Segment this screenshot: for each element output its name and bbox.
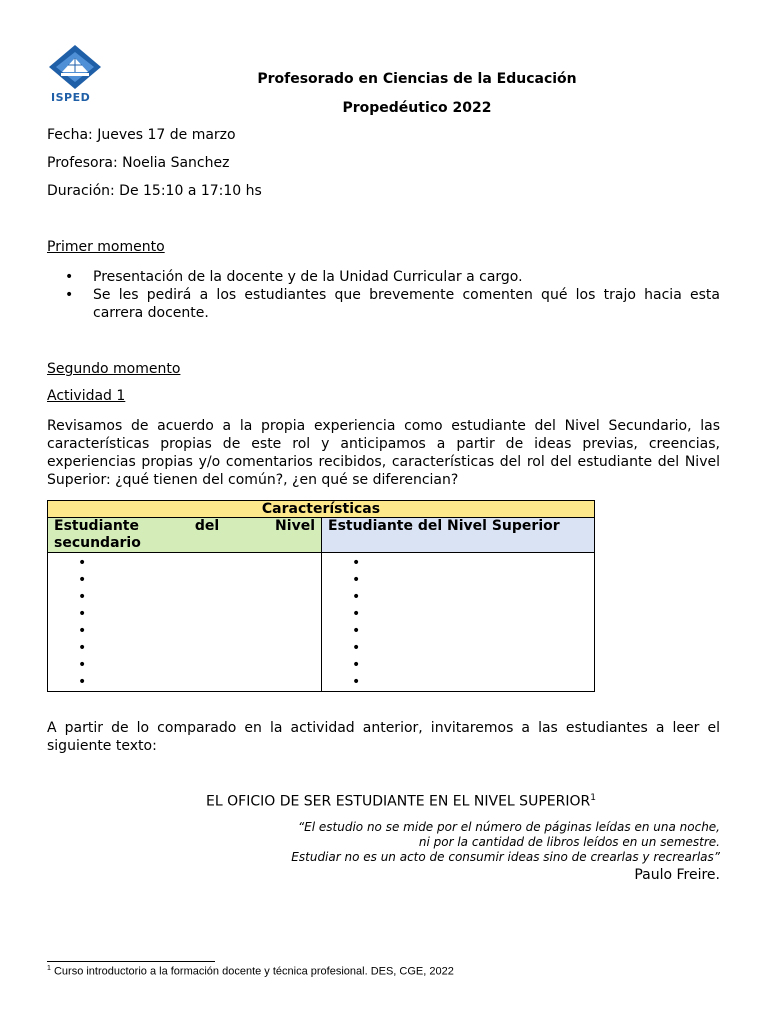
footnote-text: Curso introductorio a la formación docente y técnica profesional. DES, CGE, 2022 bbox=[53, 965, 454, 978]
list-item: • bbox=[78, 589, 87, 605]
list-item: • bbox=[78, 572, 87, 588]
column-header-secundario-line1: Estudiante del Nivel bbox=[54, 518, 315, 534]
column-header-secundario-line2: secundario bbox=[54, 535, 141, 551]
footnote-divider bbox=[47, 961, 215, 962]
reading-title-text: EL OFICIO DE SER ESTUDIANTE EN EL NIVEL SUPERIOR bbox=[206, 793, 591, 810]
logo-text: ISPED bbox=[51, 91, 91, 104]
footnote-mark: 1 bbox=[47, 965, 51, 972]
superior-cell bbox=[322, 553, 595, 692]
characteristics-table bbox=[47, 500, 595, 692]
segundo-momento-heading: Segundo momento bbox=[47, 361, 181, 377]
list-item: • bbox=[352, 674, 361, 690]
list-item: • bbox=[78, 555, 87, 571]
column-header-secundario bbox=[48, 518, 322, 553]
primer-momento-list bbox=[65, 268, 720, 322]
secundario-cell bbox=[48, 553, 322, 692]
table-header: Características bbox=[48, 501, 595, 518]
document-title: Profesorado en Ciencias de la Educación bbox=[257, 71, 577, 87]
list-item: • bbox=[352, 606, 361, 622]
list-item: • bbox=[352, 572, 361, 588]
profesora-line: Profesora: Noelia Sanchez bbox=[47, 155, 230, 171]
list-item: • bbox=[78, 606, 87, 622]
list-item: • bbox=[352, 623, 361, 639]
column-header-superior: Estudiante del Nivel Superior bbox=[322, 518, 595, 553]
fecha-line: Fecha: Jueves 17 de marzo bbox=[47, 127, 236, 143]
quote-author: Paulo Freire. bbox=[634, 867, 720, 883]
quote-line: Estudiar no es un acto de consumir ideas sino de crearlas y recrearlas” bbox=[291, 850, 720, 864]
actividad-paragraph: Revisamos de acuerdo a la propia experiencia como estudiante del Nivel Secundario, las características propias de este rol y anticipamos a partir de ideas previas, creencias, experiencias propias y/o comentarios recibidos, características del rol del estudiante del Nivel Superior: ¿qué tienen del común?, ¿en qué se diferencian? bbox=[47, 418, 720, 488]
list-item: • bbox=[352, 657, 361, 673]
primer-momento-heading: Primer momento bbox=[47, 239, 165, 255]
list-item: • Presentación de la docente y de la Unidad Curricular a cargo. bbox=[65, 268, 720, 286]
after-table-paragraph: A partir de lo comparado en la actividad anterior, invitaremos a las estudiantes a leer el siguiente texto: bbox=[47, 720, 720, 754]
duracion-line: Duración: De 15:10 a 17:10 hs bbox=[47, 183, 262, 199]
list-item: • bbox=[78, 657, 87, 673]
reading-title bbox=[17, 793, 768, 810]
epigraph-quote bbox=[291, 820, 720, 865]
actividad-heading: Actividad 1 bbox=[47, 388, 126, 404]
list-item: • bbox=[352, 640, 361, 656]
secundario-bullet-list bbox=[54, 555, 315, 691]
list-item: • bbox=[78, 674, 87, 690]
list-item: • bbox=[352, 589, 361, 605]
document-subtitle: Propedéutico 2022 bbox=[342, 100, 492, 116]
quote-line: ni por la cantidad de libros leídos en un semestre. bbox=[418, 835, 720, 849]
superior-bullet-list bbox=[328, 555, 588, 691]
list-item: • bbox=[352, 555, 361, 571]
list-item: • bbox=[78, 640, 87, 656]
footnote-reference: 1 bbox=[590, 793, 596, 803]
footnote bbox=[47, 965, 454, 978]
quote-line: “El estudio no se mide por el número de páginas leídas en una noche, bbox=[297, 820, 720, 834]
list-item: • bbox=[78, 623, 87, 639]
list-item: • Se les pedirá a los estudiantes que brevemente comenten qué los trajo hacia esta carrera docente. bbox=[65, 286, 720, 322]
